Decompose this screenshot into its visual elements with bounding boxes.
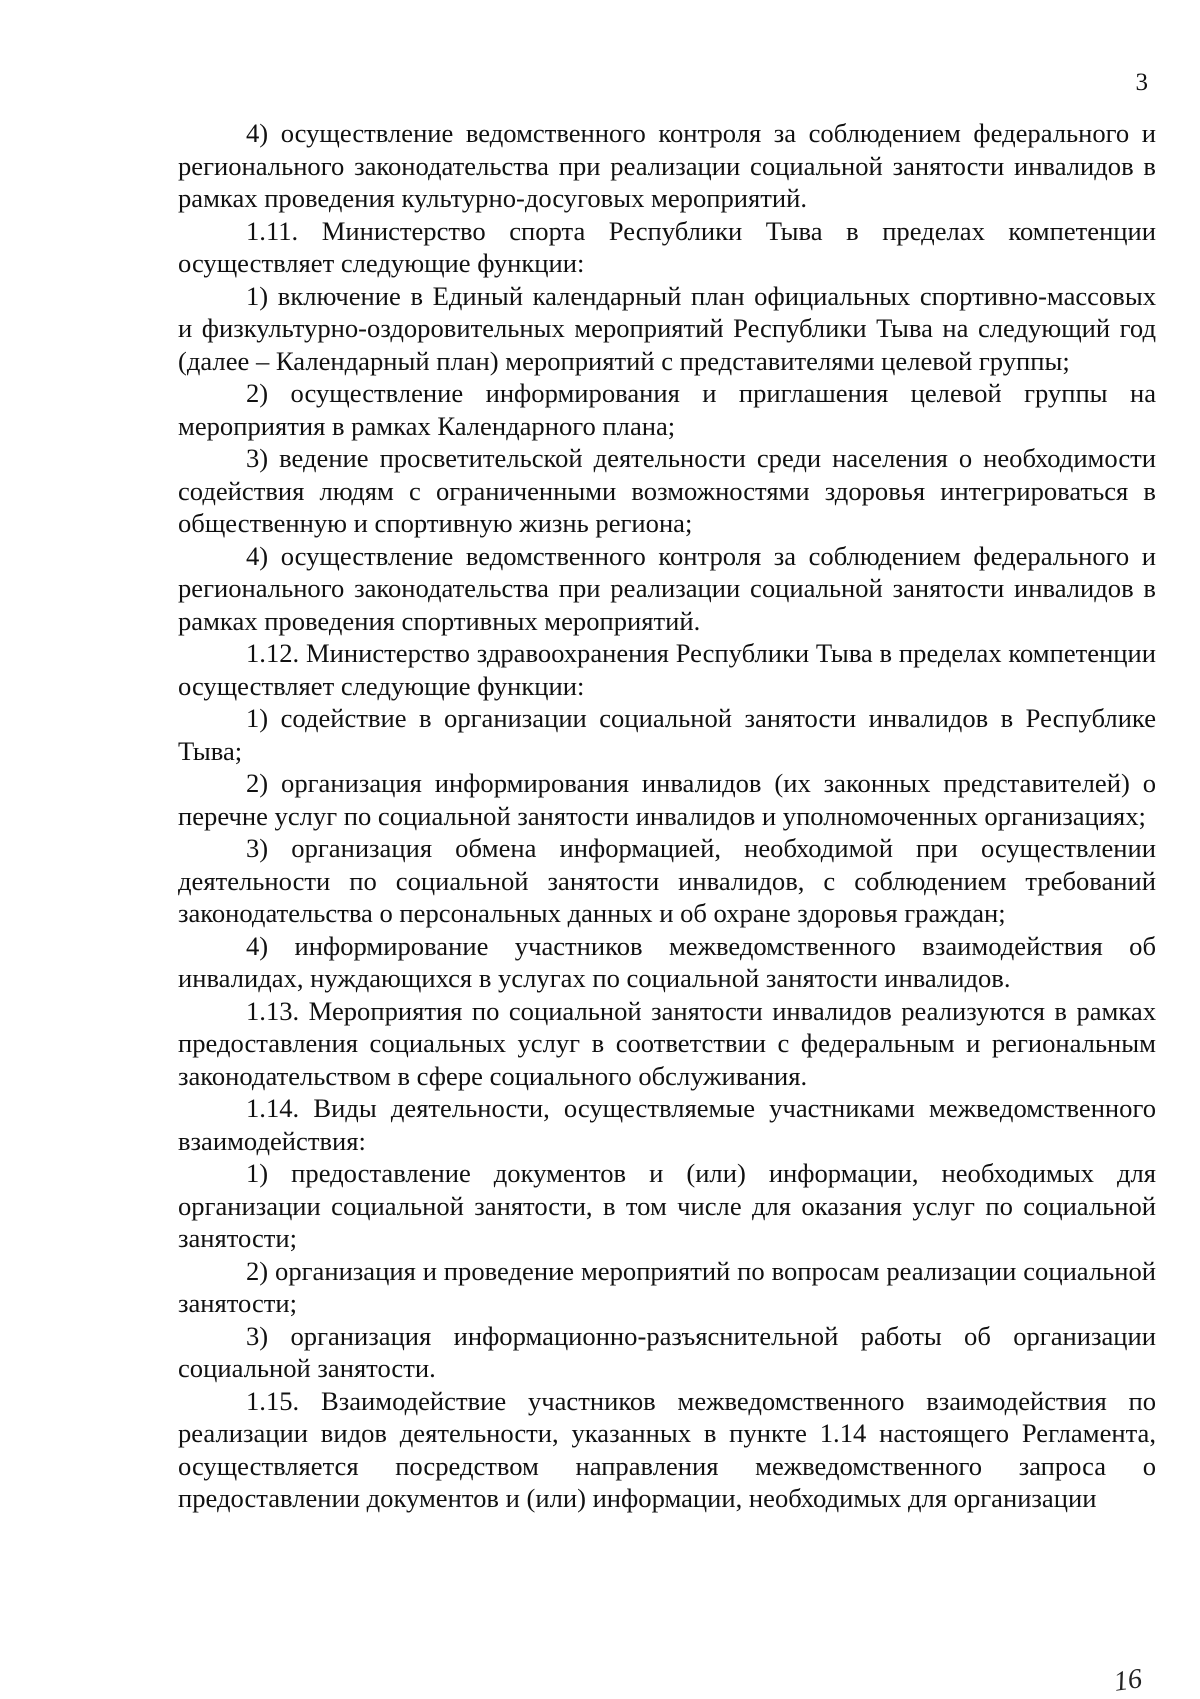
paragraph: 2) организация и проведение мероприятий по вопросам реализации социальной занятости; [178,1255,1156,1318]
handwritten-page-mark: 16 [1111,1663,1144,1698]
paragraph: 2) осуществление информирования и приглашения целевой группы на мероприятия в рамках Календарного плана; [178,378,1156,441]
paragraph: 1.12. Министерство здравоохранения Республики Тыва в пределах компетенции осуществляет следующие функции: [178,638,1156,701]
paragraph: 3) организация информационно-разъяснительной работы об организации социальной занятости. [178,1320,1156,1383]
paragraph: 4) информирование участников межведомственного взаимодействия об инвалидах, нуждающихся в услугах по социальной занятости инвалидов. [178,930,1156,993]
paragraph: 1) предоставление документов и (или) информации, необходимых для организации социальной занятости, в том числе для оказания услуг по социальной занятости; [178,1158,1156,1253]
page-number: 3 [1135,69,1148,96]
paragraph: 1.13. Мероприятия по социальной занятости инвалидов реализуются в рамках предоставления социальных услуг в соответствии с федеральным и региональным законодательством в сфере социального обслуживания. [178,995,1156,1091]
paragraph: 4) осуществление ведомственного контроля за соблюдением федерального и регионального законодательства при реализации социальной занятости инвалидов в рамках проведения спортивных мероприятий. [178,540,1156,636]
document-body [178,117,1156,1515]
paragraph: 2) организация информирования инвалидов (их законных представителей) о перечне услуг по социальной занятости инвалидов и уполномоченных организациях; [178,768,1156,831]
paragraph: 4) осуществление ведомственного контроля за соблюдением федерального и регионального законодательства при реализации социальной занятости инвалидов в рамках проведения культурно-досуговых мероприятий. [178,118,1156,213]
paragraph: 3) ведение просветительской деятельности среди населения о необходимости содействия людям с ограниченными возможностями здоровья интегрироваться в общественную и спортивную жизнь региона; [178,443,1156,538]
paragraph: 1.15. Взаимодействие участников межведомственного взаимодействия по реализации видов деятельности, указанных в пункте 1.14 настоящего Регламента, осуществляется посредством направления межведомственного запроса о предоставлении документов и (или) информации, необходимых для организации [178,1385,1156,1513]
paragraph: 1.11. Министерство спорта Республики Тыва в пределах компетенции осуществляет следующие функции: [178,215,1156,278]
paragraph: 1) содействие в организации социальной занятости инвалидов в Республике Тыва; [178,703,1156,766]
paragraph: 1) включение в Единый календарный план официальных спортивно-массовых и физкультурно-оздоровительных мероприятий Республики Тыва на следующий год (далее – Календарный план) мероприятий с представителями целевой группы; [178,280,1156,376]
paragraph: 3) организация обмена информацией, необходимой при осуществлении деятельности по социальной занятости инвалидов, с соблюдением требований законодательства о персональных данных и об охране здоровья граждан; [178,833,1156,928]
paragraph: 1.14. Виды деятельности, осуществляемые участниками межведомственного взаимодействия: [178,1093,1156,1156]
